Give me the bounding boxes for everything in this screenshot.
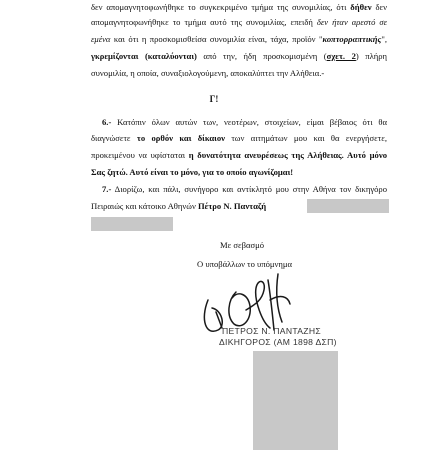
redaction-box xyxy=(91,217,173,231)
p5-line-2 xyxy=(91,17,387,28)
section-heading: Γ! xyxy=(209,94,219,104)
text-run-italic: εμένα xyxy=(91,34,111,44)
text-run: διαγνώσετε xyxy=(91,133,137,143)
text-run-bold: το ορθόν και δίκαιον xyxy=(136,133,225,143)
text-run-bold-underline: σχετ. 2 xyxy=(326,51,356,61)
text-run: από την, ήδη προσκομισμένη ( xyxy=(196,51,327,61)
text-run: προκειμένου να υφίσταται xyxy=(91,150,189,160)
text-run-bold: γκρεμίζονται (καταλύονται) xyxy=(91,51,197,61)
text-run: Διορίζω, και πάλι, συνήγορο και αντίκλητό μου στην Αθήνα τον δικηγόρο xyxy=(111,184,387,194)
text-run-bold: Πέτρο Ν. Πανταζή xyxy=(197,201,267,211)
text-run: Πειραιώς και κάτοικο Αθηνών xyxy=(91,201,198,211)
text-run-italic: δεν ήταν αρεστό σε xyxy=(316,17,388,27)
text-run-bold: η δυνατότητα ανευρέσεως της Αλήθειας. Αυτό μόνο xyxy=(188,150,387,160)
p6-line-4 xyxy=(91,167,387,178)
paragraph-number: 6.- xyxy=(102,117,112,127)
text-run: απομαγνητοφωνήθηκε το τμήμα αυτό της συνομιλίας, επειδή xyxy=(91,17,317,27)
p6-line-3 xyxy=(91,150,387,161)
p6-line-1 xyxy=(102,117,387,128)
paragraph-number: 7.- xyxy=(102,184,112,194)
p7-line-1 xyxy=(102,184,387,195)
closing-regards: Με σεβασμό xyxy=(220,240,265,250)
p7-line-2 xyxy=(91,201,266,212)
text-run-bold: Σας ζητώ. Αυτό είναι το μόνο, για το οποίο αγωνίζομαι! xyxy=(91,167,294,177)
text-run-bold-italic: κοπτορραπτικής xyxy=(322,34,382,44)
redaction-box xyxy=(253,351,338,450)
p5-line-5 xyxy=(91,68,387,79)
text-run: δεν απομαγνητοφωνήθηκε το συγκεκριμένο τμήμα της συνομιλίας, ότι xyxy=(91,2,351,12)
text-run: Κατόπιν όλων αυτών των, νεοτέρων, στοιχείων, είμαι βέβαιος ότι θα xyxy=(111,117,387,127)
text-run: συνομιλία, η οποία, συναξιολογούμενη, αποκαλύπτει την Αλήθεια.- xyxy=(91,68,325,78)
p5-line-1 xyxy=(91,2,387,13)
redaction-box xyxy=(307,199,389,213)
closing-submitter: Ο υποβάλλων το υπόμνημα xyxy=(197,259,293,269)
text-run: και ότι η προσκομισθείσα συνομιλία είναι, τάχα, προϊόν " xyxy=(110,34,323,44)
text-run: ) πλήρη xyxy=(355,51,388,61)
text-run: ", xyxy=(381,34,387,44)
p6-line-2 xyxy=(91,133,387,144)
p5-line-3 xyxy=(91,34,387,45)
stamp-name: ΠΕΤΡΟΣ Ν. ΠΑΝΤΑΖΗΣ xyxy=(222,326,321,336)
text-run-bold: δήθεν xyxy=(350,2,372,12)
text-run: δεν xyxy=(371,2,387,12)
p5-line-4 xyxy=(91,51,387,62)
text-run: των αιτημάτων μου και θα ενεργήσετε, xyxy=(224,133,387,143)
stamp-title: ΔΙΚΗΓΟΡΟΣ (ΑΜ 1898 ΔΣΠ) xyxy=(219,337,337,347)
